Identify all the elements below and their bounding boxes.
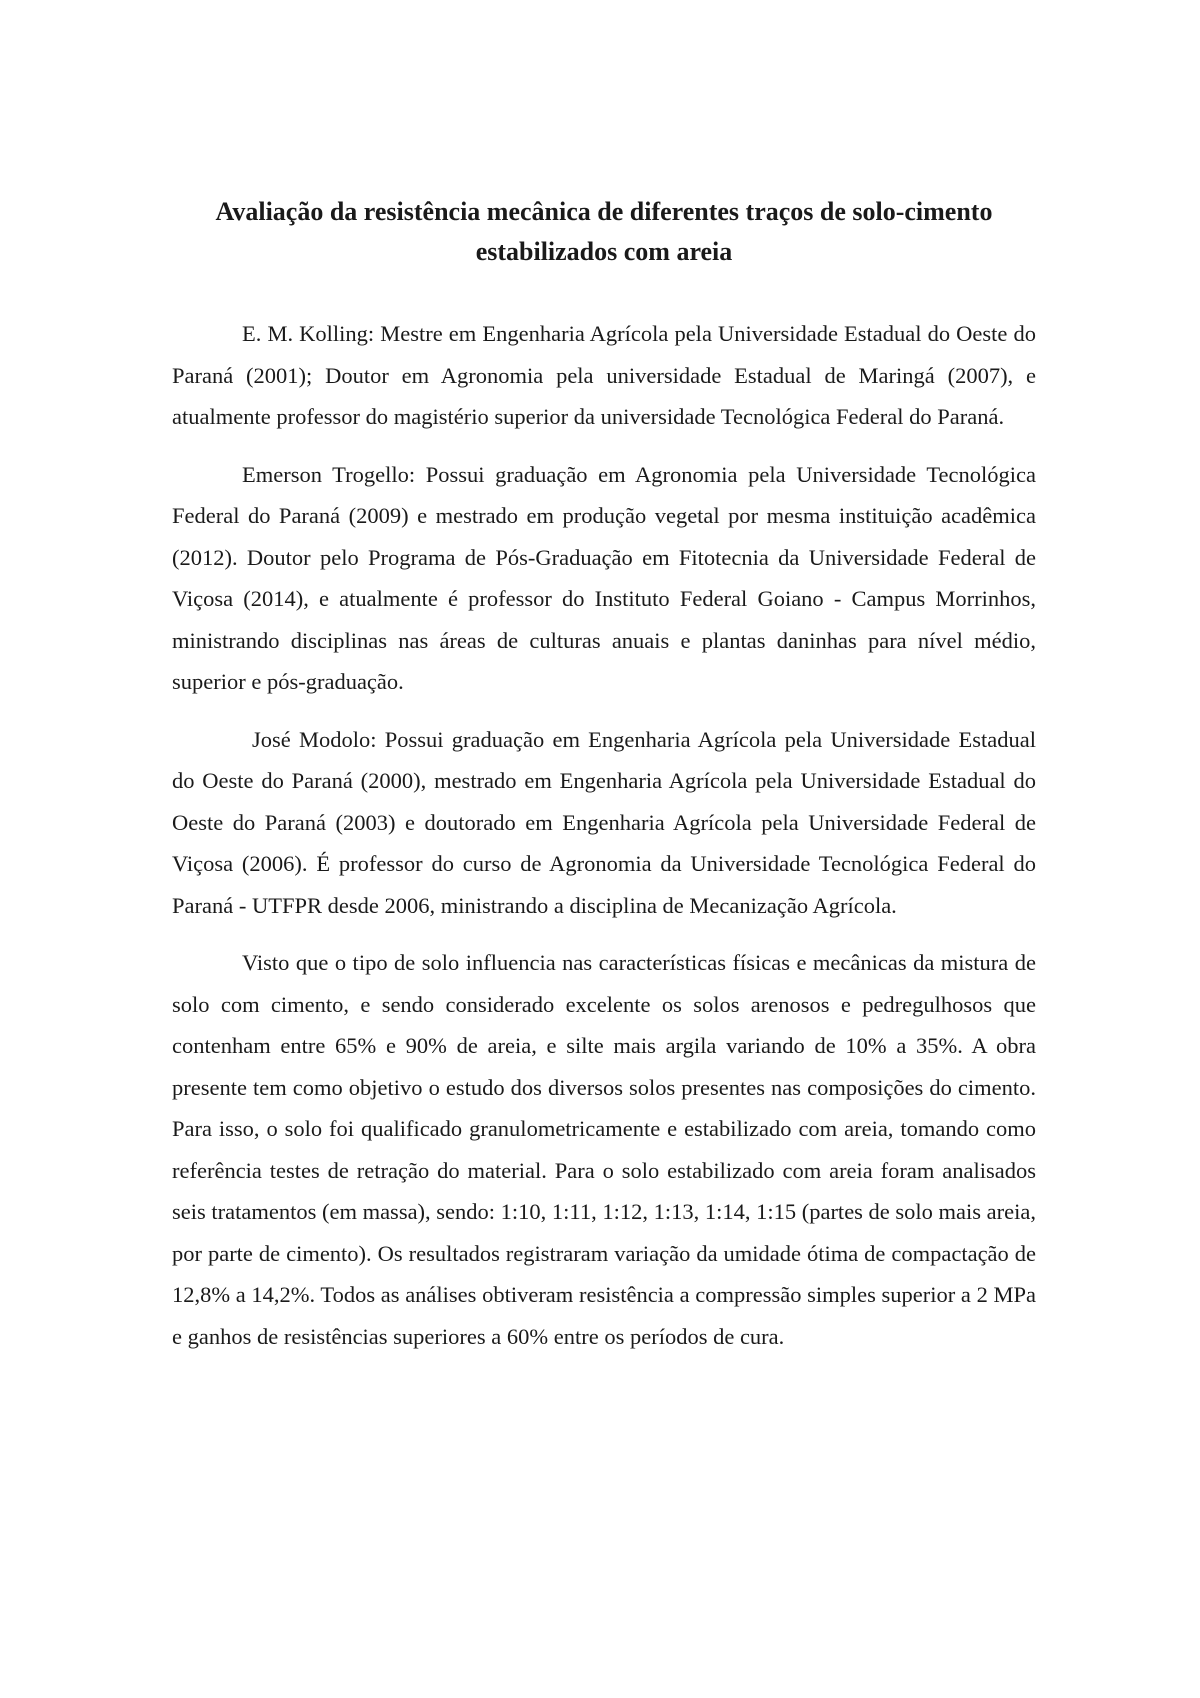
author-bio-trogello: Emerson Trogello: Possui graduação em Agronomia pela Universidade Tecnológica Federal do Paraná (2009) e mestrado em produção vegetal por mesma instituição acadêmica (2012). Doutor pelo Programa de Pós-Graduação em Fitotecnia da Universidade Federal de Viçosa (2014), e atualmente é professor do Instituto Federal Goiano - Campus Morrinhos, ministrando disciplinas nas áreas de culturas anuais e plantas daninhas para nível médio, superior e pós-graduação. <box>172 461 1036 694</box>
author-bio-kolling: E. M. Kolling: Mestre em Engenharia Agrícola pela Universidade Estadual do Oeste do Paraná (2001); Doutor em Agronomia pela universidade Estadual de Maringá (2007), e atualmente professor do magistério superior da universidade Tecnológica Federal do Paraná. <box>172 321 1036 429</box>
abstract-paragraph: Visto que o tipo de solo influencia nas características físicas e mecânicas da mistura de solo com cimento, e sendo considerado excelente os solos arenosos e pedregulhosos que contenham entre 65% e 90% de areia, e silte mais argila variando de 10% a 35%. A obra presente tem como objetivo o estudo dos diversos solos presentes nas composições do cimento. Para isso, o solo foi qualificado granulometricamente e estabilizado com areia, tomando como referência testes de retração do material. Para o solo estabilizado com areia foram analisados seis tratamentos (em massa), sendo: 1:10, 1:11, 1:12, 1:13, 1:14, 1:15 (partes de solo mais areia, por parte de cimento). Os resultados registraram variação da umidade ótima de compactação de 12,8% a 14,2%. Todos as análises obtiveram resistência a compressão simples superior a 2 MPa e ganhos de resistências superiores a 60% entre os períodos de cura. <box>172 950 1036 1349</box>
document-title <box>172 192 1036 272</box>
title-line-1: Avaliação da resistência mecânica de diferentes traços de solo-cimento <box>215 197 993 226</box>
title-line-2: estabilizados com areia <box>475 237 733 266</box>
document-body <box>172 313 1036 1373</box>
author-bio-modolo: José Modolo: Possui graduação em Engenharia Agrícola pela Universidade Estadual do Oeste do Paraná (2000), mestrado em Engenharia Agrícola pela Universidade Estadual do Oeste do Paraná (2003) e doutorado em Engenharia Agrícola pela Universidade Federal de Viçosa (2006). É professor do curso de Agronomia da Universidade Tecnológica Federal do Paraná - UTFPR desde 2006, ministrando a disciplina de Mecanização Agrícola. <box>172 726 1036 918</box>
